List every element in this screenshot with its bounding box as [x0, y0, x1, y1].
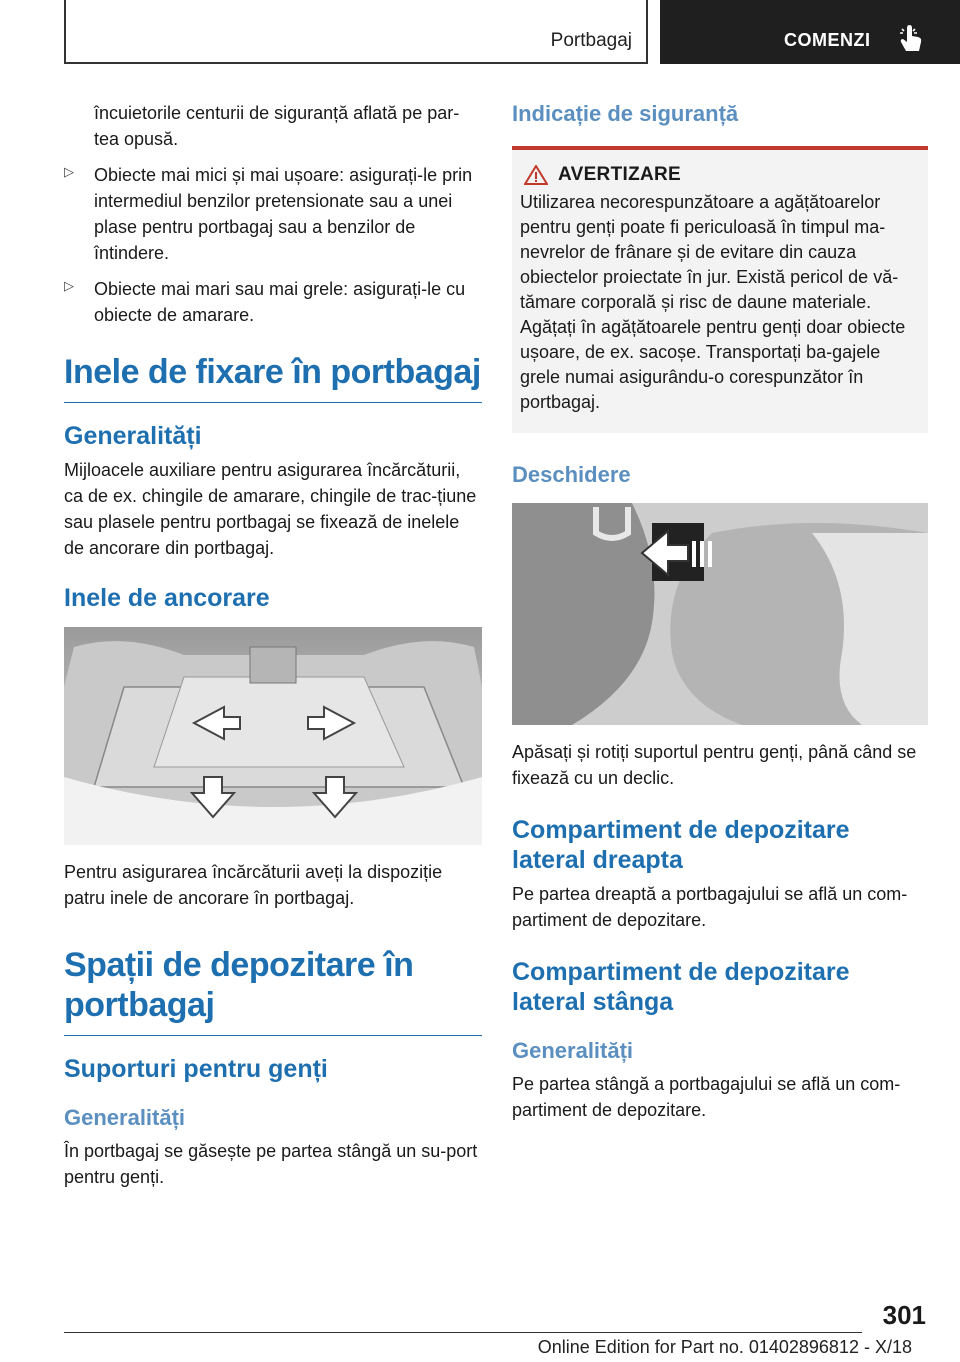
bullet-text: Obiecte mai mari sau mai grele: asigurați-le cu obiecte de amarare.	[94, 279, 466, 325]
warning-triangle-icon	[524, 165, 548, 185]
heading-anchor-rings: Inele de ancorare	[64, 584, 270, 612]
bullet-triangle-icon: ▷	[64, 278, 74, 293]
bullet-item	[64, 276, 482, 328]
heading-storage: Spații de depozitare în portbagaj	[64, 945, 482, 1036]
trunk-floor-illustration	[64, 627, 482, 845]
header-chapter-tab[interactable]	[660, 0, 960, 64]
subheading-general-right: Generalități	[512, 1038, 634, 1063]
heading-rings: Inele de fixare în portbagaj	[64, 352, 482, 403]
warning-text: Utilizarea necorespunzătoare a agățătoarelor pentru genți poate fi periculoasă în timpul ma‐nevrelor de frânare și de evitare din cauza obiectelor proiectate în jur. Există pericol de vă‐tămare corporală și risc de daune materiale. Agățați în agățătoarele pentru genți doar obiecte ușoare, de ex. sacoșe. Transportați ba‐gajele grele numai asigurându-o corespunzător în portbagaj.	[520, 192, 906, 412]
anchor-text: Pentru asigurarea încărcăturii aveți la dispoziție patru inele de ancorare în portbagaj.	[64, 862, 443, 908]
footer-divider	[64, 1332, 862, 1333]
opening-text: Apăsați și rotiți suportul pentru genți, până când se fixează cu un declic.	[512, 742, 917, 788]
warning-title-row	[520, 164, 920, 186]
subheading-general: Generalități	[64, 1105, 186, 1130]
right-compartment-text: Pe partea dreaptă a portbagajului se află un com‐partiment de depozitare.	[512, 884, 908, 930]
header-section-box	[64, 0, 648, 64]
right-column	[512, 100, 928, 1123]
trunk-anchor-image	[64, 627, 482, 845]
left-column	[64, 100, 482, 1190]
heading-bag-holders: Suporturi pentru genți	[64, 1055, 328, 1083]
heading-left-compartment: Compartiment de depozitare lateral stânga	[512, 958, 850, 1016]
bag-holder-text: În portbagaj se găsește pe partea stângă un su‐port pentru genți.	[64, 1141, 478, 1187]
header-chapter-title: COMENZI	[784, 30, 871, 50]
hand-pointer-icon	[898, 24, 924, 54]
footer-edition: Online Edition for Part no. 01402896812 - X/18	[537, 1337, 912, 1357]
general-text: Mijloacele auxiliare pentru asigurarea încărcăturii, ca de ex. chingile de amarare, chingile de trac‐țiune sau plasele pentru portbagaj se fixează de inelele de ancorare din portbagaj.	[64, 460, 477, 558]
continued-text: încuietorile centurii de siguranță aflată pe par‐tea opusă.	[94, 103, 460, 149]
heading-general: Generalități	[64, 422, 202, 450]
header-section-title: Portbagaj	[550, 30, 632, 51]
warning-box	[512, 150, 928, 433]
bag-holder-illustration	[512, 503, 928, 725]
bag-holder-image	[512, 503, 928, 725]
left-compartment-text: Pe partea stângă a portbagajului se află un com‐partiment de depozitare.	[512, 1074, 901, 1120]
heading-safety: Indicație de siguranță	[512, 101, 739, 126]
heading-opening: Deschidere	[512, 462, 631, 487]
bullet-text: Obiecte mai mici și mai ușoare: asigurați-le prin intermediul benzilor pretensionate sau a unei plase pentru portbagaj sau a benzilor de întindere.	[94, 165, 473, 263]
bullet-triangle-icon: ▷	[64, 164, 74, 179]
page-number: 301	[882, 1300, 926, 1330]
heading-right-compartment: Compartiment de depozitare lateral dreapta	[512, 816, 850, 874]
warning-title: AVERTIZARE	[558, 164, 681, 185]
bullet-item	[64, 162, 482, 266]
